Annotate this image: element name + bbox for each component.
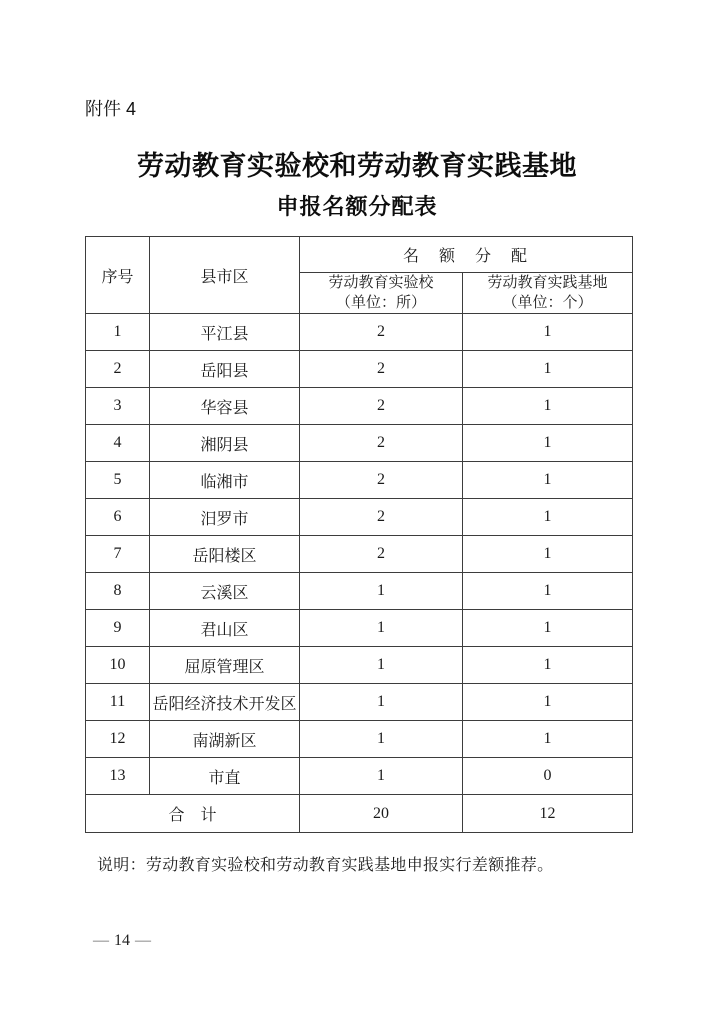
cell-school: 1 <box>300 684 463 721</box>
cell-index: 11 <box>86 684 150 721</box>
cell-region: 君山区 <box>150 610 300 647</box>
header-quota-group: 名 额 分 配 <box>300 237 633 273</box>
cell-base: 1 <box>463 536 633 573</box>
table-row <box>86 462 633 499</box>
table-row <box>86 314 633 351</box>
total-school: 20 <box>300 795 463 833</box>
total-label: 合 计 <box>86 795 300 833</box>
cell-school: 1 <box>300 610 463 647</box>
header-base-name: 劳动教育实践基地 <box>487 275 608 291</box>
cell-base: 1 <box>463 388 633 425</box>
cell-region: 汨罗市 <box>150 499 300 536</box>
table-row <box>86 388 633 425</box>
cell-region: 平江县 <box>150 314 300 351</box>
cell-base: 1 <box>463 499 633 536</box>
table-row <box>86 647 633 684</box>
cell-index: 13 <box>86 758 150 795</box>
cell-base: 1 <box>463 610 633 647</box>
cell-school: 2 <box>300 499 463 536</box>
cell-base: 1 <box>463 462 633 499</box>
table-row <box>86 351 633 388</box>
cell-school: 2 <box>300 351 463 388</box>
quota-allocation-table <box>85 236 633 833</box>
page-number-dash-left: — <box>93 932 109 949</box>
cell-region: 湘阴县 <box>150 425 300 462</box>
table-row <box>86 536 633 573</box>
cell-school: 2 <box>300 388 463 425</box>
header-base-unit: （单位：个） <box>502 295 593 311</box>
cell-school: 1 <box>300 758 463 795</box>
cell-index: 10 <box>86 647 150 684</box>
header-region: 县市区 <box>150 237 300 314</box>
cell-region: 临湘市 <box>150 462 300 499</box>
page-number-value: 14 <box>114 932 130 949</box>
cell-school: 1 <box>300 647 463 684</box>
cell-school: 2 <box>300 462 463 499</box>
cell-region: 屈原管理区 <box>150 647 300 684</box>
table-row <box>86 499 633 536</box>
cell-index: 5 <box>86 462 150 499</box>
note-text: 说明：劳动教育实验校和劳动教育实践基地申报实行差额推荐。 <box>97 857 554 874</box>
table-row <box>86 721 633 758</box>
cell-base: 1 <box>463 647 633 684</box>
cell-base: 1 <box>463 314 633 351</box>
cell-region: 南湖新区 <box>150 721 300 758</box>
header-school <box>300 273 463 314</box>
page-number-dash-right: — <box>135 932 151 949</box>
header-base <box>463 273 633 314</box>
cell-school: 2 <box>300 536 463 573</box>
table-total-row <box>86 795 633 833</box>
cell-index: 8 <box>86 573 150 610</box>
cell-index: 1 <box>86 314 150 351</box>
cell-index: 4 <box>86 425 150 462</box>
header-school-unit: （单位：所） <box>335 295 426 311</box>
cell-base: 0 <box>463 758 633 795</box>
cell-base: 1 <box>463 684 633 721</box>
total-base: 12 <box>463 795 633 833</box>
document-title-line1: 劳动教育实验校和劳动教育实践基地 <box>137 151 577 181</box>
cell-region: 市直 <box>150 758 300 795</box>
table-row <box>86 610 633 647</box>
cell-region: 华容县 <box>150 388 300 425</box>
cell-base: 1 <box>463 573 633 610</box>
cell-region: 云溪区 <box>150 573 300 610</box>
cell-base: 1 <box>463 351 633 388</box>
table-row <box>86 573 633 610</box>
document-title-line2: 申报名额分配表 <box>276 194 438 219</box>
cell-index: 7 <box>86 536 150 573</box>
attachment-label: 附件 4 <box>85 99 137 119</box>
table-row <box>86 425 633 462</box>
cell-school: 2 <box>300 314 463 351</box>
cell-school: 1 <box>300 721 463 758</box>
cell-region: 岳阳经济技术开发区 <box>150 684 300 721</box>
header-school-name: 劳动教育实验校 <box>328 275 434 291</box>
header-row-1 <box>86 237 633 273</box>
cell-region: 岳阳县 <box>150 351 300 388</box>
cell-region: 岳阳楼区 <box>150 536 300 573</box>
table-row <box>86 684 633 721</box>
cell-base: 1 <box>463 425 633 462</box>
table-row <box>86 758 633 795</box>
cell-index: 6 <box>86 499 150 536</box>
cell-index: 12 <box>86 721 150 758</box>
cell-index: 3 <box>86 388 150 425</box>
cell-school: 2 <box>300 425 463 462</box>
page-number <box>88 932 156 950</box>
header-index: 序号 <box>86 237 150 314</box>
cell-index: 2 <box>86 351 150 388</box>
cell-school: 1 <box>300 573 463 610</box>
cell-base: 1 <box>463 721 633 758</box>
cell-index: 9 <box>86 610 150 647</box>
